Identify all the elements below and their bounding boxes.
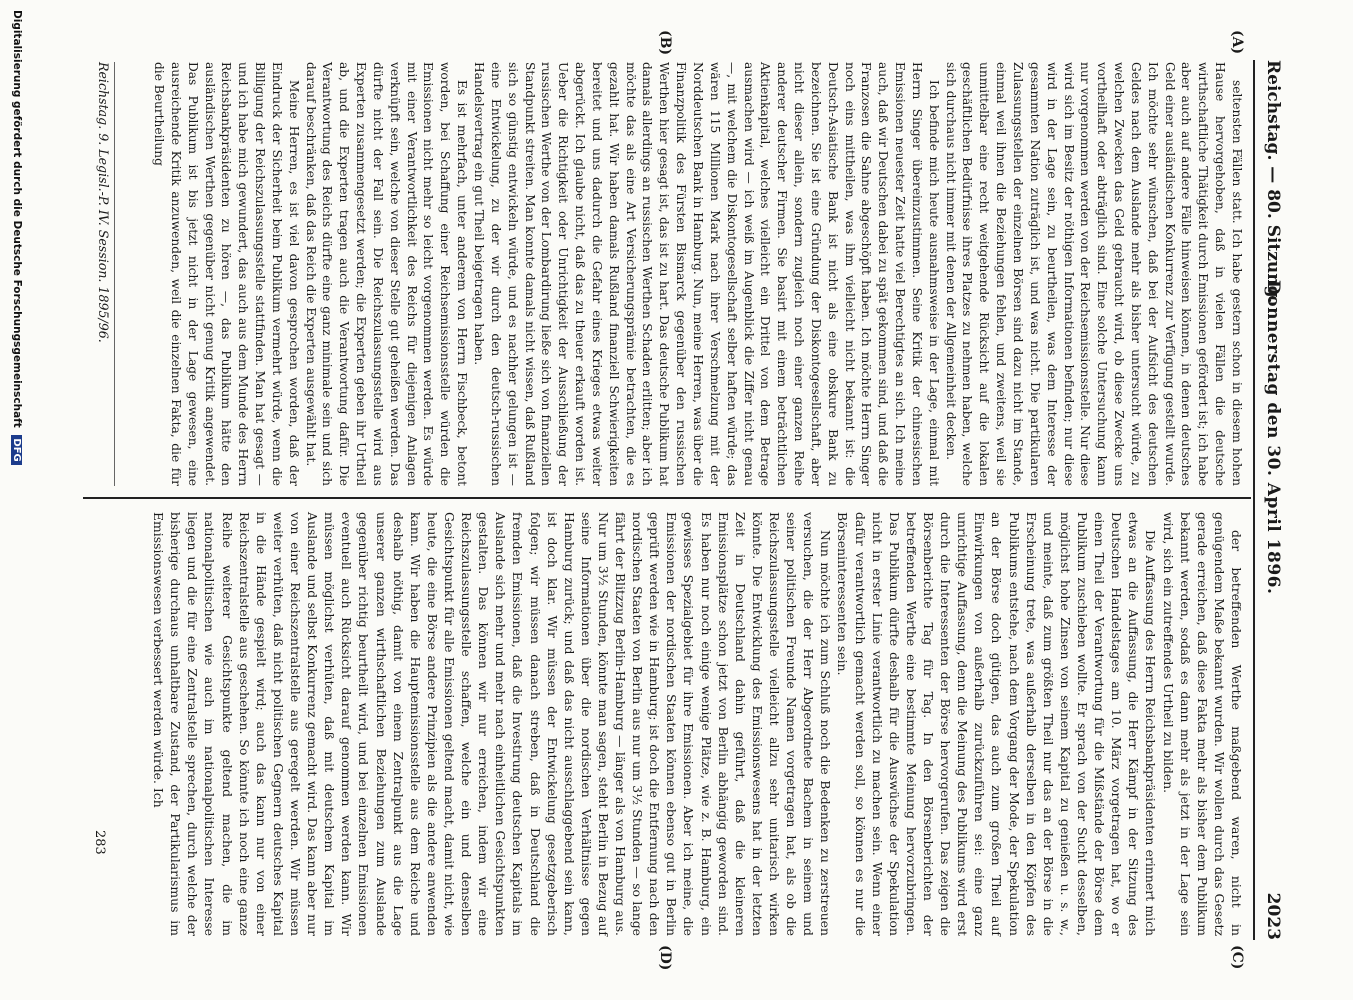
margin-marker-c: (C) [1229,945,1245,970]
paragraph: Ich befinde mich heute ausnahmsweise in der Lage, einmal mit Herrn Singer übereinzustimmen. Seine Kritik der chinesischen Emissionen neuester Zeit hatte viel Berechtigtes an sich. Ich meine auch, daß wir Deutschen dabei zu spät gekommen sind, und daß die Franzosen die Sahne abgeschöpft haben. Ich möchte Herrn Singer noch eins mittheilen, was ihm vielleicht nicht bekannt ist: die Deutsch-Asiatische Bank ist nicht als eine obskure Bank zu bezeichnen. Sie ist eine Gründung der Diskontogesellschaft, aber nicht dieser allein, sondern zugleich noch einer ganzen Reihe anderer deutscher Firmen. Sie basirt mit einem beträchtlichen Aktienkapital, welches vielleicht ein Drittel von dem Betrage ausmachen wird — ich weiß im Augenblick die Ziffer nicht genau —, mit welchem die Diskontogesellschaft selber haften würde; das wären 115 Millionen Mark nach ihrer Verschmelzung mit der Norddeutschen Bank in Hamburg. Nun, meine Herren, was über die Finanzpolitik des Fürsten Bismarck gegenüber den russischen Werthen hier gesagt ist, das ist zu hart. Das deutsche Publikum hat damals allerdings an russischen Werthen Schaden erlitten; aber ich möchte das als eine Art Versicherungsprämie betrachten, die es gezahlt hat. Wir haben damals Rußland finanziell Schwierigkeiten bereitet und uns dadurch die Gefahr eines Krieges etwas weiter abgerückt. Ich glaube nicht, daß das zu theuer erkauft worden ist. Ueber die Richtigkeit oder Unrichtigkeit der Ausschließung der russischen Werthe von der Lombardirung ließe sich von finanziellen Standpunkt streiten. Man konnte damals nicht wissen, daß Rußland sich so günstig entwickeln würde, und es nachher gelungen ist — eine Entwickelung, zu der wir durch den deutsch-russischen Handelsvertrag ein gut Theil beigetragen haben. [472,62,941,487]
paragraph: seltensten Fällen statt. Ich habe gestern schon in diesem hohen Hause hervorgehoben, daß in vielen Fällen die deutsche wirthschaftliche Thätigkeit durch Emissionen gefördert ist; ich habe aber auch auf andere Fälle hinweisen können, in denen deutsches Geld einer ausländischen Konkurrenz zur Verfügung gestellt wurde. Ich möchte sehr wünschen, daß bei der Aufsicht des deutschen Geldes nach dem Auslande mehr als bisher untersucht würde, zu welchen Zwecken das Geld gebraucht wird, ob diese Zwecke uns vortheilhaft oder abträglich sind. Eine solche Untersuchung kann nur vorgenommen werden von der Reichsemissionsstelle. Nur diese wird sich im Besitz der nöthigen Informationen befinden; nur diese wird in der Lage sein, zu beurtheilen, was dem Interesse der gesammten Nation zuträglich ist, und was nicht. Die partikularen Zulassungsstellen der einzelnen Börsen sind dazu nicht im Stande, einmal weil ihnen die Beziehungen fehlen, und zweitens, weil sie unmittelbar eine recht weitgehende Rücksicht auf die lokalen geschäftlichen Bedürfnisse ihres Platzes zu nehmen haben, welche sich durchaus nicht immer mit denen der Allgemeinheit decken. [943,62,1244,486]
header-date: Donnerstag den 30. April 1896. [1263,280,1283,595]
footer-note: Reichstag. 9. Legisl.-P. IV. Session. 1895/96. [96,62,115,486]
column-divider [83,497,1251,499]
header-title: Reichstag. — 80. Sitzung. [1263,60,1283,304]
paragraph: Die Auffassung des Herrn Reichsbankpräsidenten erinnert mich etwas an die Auffassung, die Herr Kämpf in der Sitzung des Deutschen Handelstages am 10. März vorgetragen hat, wo er einen Theil der Verantwortung für die Mißstände der Börse dem Publikum zuschieben wollte. Er sprach von der Sucht desselben, möglichst hohe Zinsen von seinem Kapital zu genießen u. s. w., und meinte, daß zum größten Theil nur das an der Börse in die Erscheinung trete, was außerhalb derselben in den Köpfen des Publikums entstehe, nach dem Vorgang der Mode, der Spekulation an der Börse doch gütigen, das auch zum großen Theil auf Einwirkungen von außerhalb zurückzuführen sei: eine ganz unrichtige Auffassung, denn die Meinung des Publikums wird erst durch die Interessenten der Börse hervorgerufen. Das zeigen die Börsenberichte Tag für Tag. In den Börsenberichten der betreffenden Werthe eine bestimmte Meinung hervorzubringen. Das Publikum dürfte deshalb für die Auswüchse der Spekulation nicht in erster Linie verantwortlich zu machen sein. Wenn einer dafür verantwortlich gemacht werden soll, so können es nur die Börseninteressenten sein. [835,512,1159,936]
footer-page-number: 283 [92,830,107,855]
running-header [1259,60,1283,940]
paragraph: der betreffenden Werthe maßgebend waren, nicht in genügendem Maße bekannt wurden. Wir wollen durch das Gesetz gerade erreichen, daß diese Fakta mehr als bisher dem Publikum bekannt werden, sodaß es dann mehr als jetzt in der Lage sein wird, sich ein zutreffendes Urtheil zu bilden. [1160,512,1244,936]
digitization-credit [11,10,23,465]
header-rule [1253,60,1255,940]
paragraph: Meine Herren, es ist viel davon gesprochen worden, daß der Eindruck der Sicherheit beim Publikum vermehrt würde, wenn die Billigung der Reichszulassungsstelle stattfinden. Man hat gesagt — und ich habe mich gewundert, das auch aus dem Munde des Herrn Reichsbankpräsidenten zu hören —, das Publikum hätte den ausländischen Werthen gegenüber nicht genug Kritik angewendet. Das Publikum ist bis jetzt nicht in der Lage gewesen, eine ausreichende Kritik anzuwenden, weil die einzelnen Fakta, die für die Beurtheilung [152,62,301,486]
credit-text: Digitalisierung gefördert durch die Deutsche Forschungsgemeinschaft [11,10,23,428]
left-column [150,62,1245,486]
right-column [150,512,1245,936]
margin-marker-b: (B) [657,30,673,56]
dfg-logo: DFG [11,435,22,464]
header-page-number: 2023 [1263,892,1283,940]
paragraph: Nun möchte ich zum Schluß noch die Bedenken zu zerstreuen versuchen, die der Herr Abgeordnete Bachem in seinem und seiner politischen Freunde Namen vorgetragen hat, als ob die Reichszulassungsstelle vielleicht allzu sehr unitarisch wirken könnte. Die Entwicklung des Emissionswesens hat in der letzten Zeit in Deutschland dahin geführt, daß die kleineren Emissionsplätze schon jetzt von Berlin abhängig geworden sind. Es haben nur noch einige wenige Plätze, wie z. B. Hamburg, ein gewisses Spezialgebiet für ihre Emissionen. Aber ich meine, die Emissionen der nordischen Staaten können ebenso gut in Berlin geprüft werden wie in Hamburg; ist doch die Entfernung nach den nordischen Staaten von Berlin aus nur um 3½ Stunden — so lange fährt der Blitzzug Berlin-Hamburg — länger als von Hamburg aus. Nur um 3½ Stunden, könnte man sagen, steht Berlin in Bezug auf seine Informationen über die nordischen Verhältnisse gegen Hamburg zurück; und daß das nicht ausschlaggebend sein kann, ist doch klar. Wir müssen der Entwickelung gesetzgeberisch folgen; wir müssen danach streben, daß in Deutschland die fremden Emissionen, daß die Investirung deutschen Kapitals im Auslande sich mehr und mehr nach einheitlichen Gesichtspunkten gestalten. Das können wir nur erreichen, indem wir eine Reichszulassungsstelle schaffen, welche ein und denselben Gesichtspunkt für alle Emissionen geltend macht, damit nicht, wie heute, die eine Börse andere Prinzipien als die andere anwenden kann. Wir haben die Hauptemissionsstelle aus dem Reiche und deshalb nöthig, damit von einem Zentralpunkt aus die Lage unserer ganzen wirthschaftlichen Beziehungen zum Auslande gegenüber richtig beurtheilt wird, und bei einzelnen Emissionen eventuell auch Rücksicht darauf genommen werden kann. Wir müssen möglichst verhüten, daß mit deutschem Kapital im Auslande und selbst Konkurrenz gemacht wird. Das kann aber nur von einer Reichszentralstelle aus geregelt werden. Wir müssen weiter verhüten, daß nicht politischen Gegnern deutsches Kapital in die Hände gespielt wird; auch das kann nur von einer Reichszentralstelle aus geschehen. So könnte ich noch eine ganze Reihe weiterer Gesichtspunkte geltend machen, die im nationalpolitischen wie auch im nationalpolitischen Interesse liegen und die für eine Zentralstelle sprechen, durch welche der bisherige durchaus unhaltbare Zustand, der Partikularismus im Emissionswesen verbessert werden würde. Ich [151,512,834,936]
margin-marker-a: (A) [1229,30,1245,55]
margin-marker-d: (D) [657,945,673,971]
paragraph: Es ist mehrfach, unter anderem von Herrn Fischbeck, betont worden, bei Schaffung einer Reichsemissionsstelle würden die Emissionen nicht mehr so leicht vorgenommen werden. Es würde mit einer Verantwortlichkeit des Reichs für diejenigen Anlagen verknüpft sein, welche von dieser Stelle gut geheißen werden. Das dürfte nicht der Fall sein. Die Reichszulassungsstelle wird aus Experten zusammengesetzt werden; die Experten geben ihr Urtheil ab, und die Experten tragen auch die Verantwortung dafür. Die Verantwortung des Reichs dürfte eine ganz minimale sein und sich darauf beschränken, daß das Reich die Experten ausgewählt hat. [303,62,470,486]
